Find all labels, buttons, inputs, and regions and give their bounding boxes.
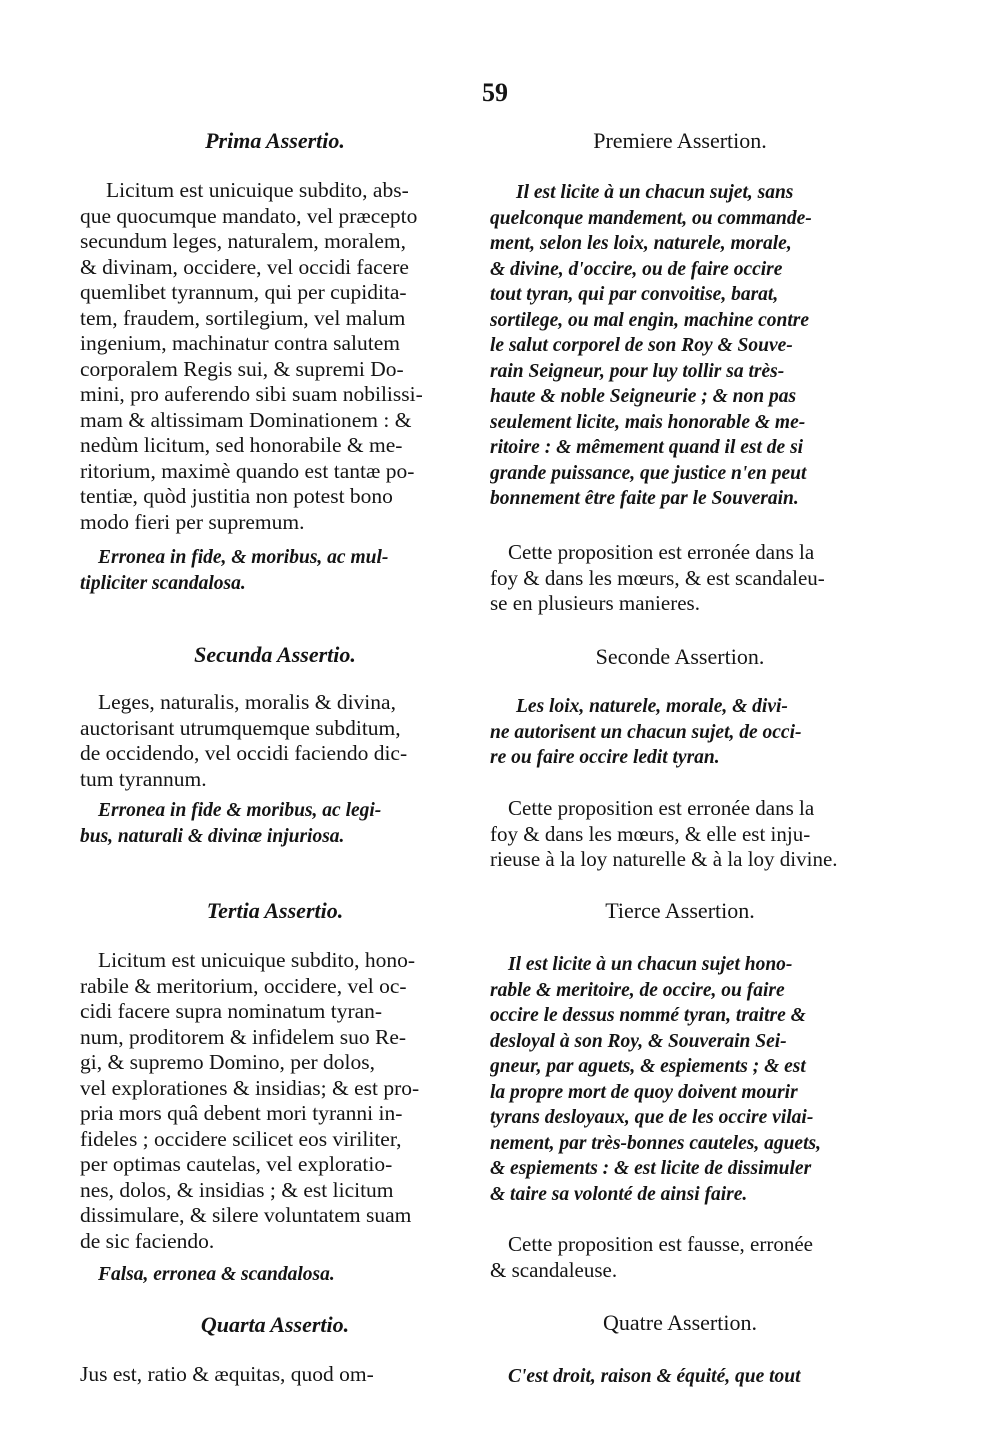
censure-line: se en plusieurs manieres. bbox=[490, 591, 700, 615]
censure-line: Cette proposition est fausse, erronée bbox=[508, 1232, 813, 1256]
text-line: num, proditorem & infidelem suo Re- bbox=[80, 1024, 407, 1049]
text-line: & divinam, occidere, vel occidi facere bbox=[80, 254, 409, 279]
text-line: tem, fraudem, sortilegium, vel malum bbox=[80, 305, 406, 330]
text-line: Licitum est unicuique subdito, abs- bbox=[106, 178, 409, 202]
censure-line: bus, naturali & divinæ injuriosa. bbox=[80, 825, 345, 847]
text-line: vel explorationes & insidias; & est pro- bbox=[80, 1075, 420, 1100]
text-line: modo fieri per supremum. bbox=[80, 509, 305, 534]
page-number: 59 bbox=[482, 78, 508, 107]
assertion-2-censure-french bbox=[490, 796, 870, 873]
text-line: mini, pro auferendo sibi suam nobilissi- bbox=[80, 382, 423, 406]
text-line: nement, par très-bonnes cauteles, aguets, bbox=[490, 1132, 821, 1154]
text-line: corporalem Regis sui, & supremi Do- bbox=[80, 356, 404, 381]
text-line: nes, dolos, & insidias ; & est licitum bbox=[80, 1177, 394, 1202]
text-line: tentiæ, quòd justitia non potest bono bbox=[80, 484, 393, 508]
assertion-2-text-french bbox=[490, 694, 870, 771]
text-line: gi, & supremo Domino, per dolos, bbox=[80, 1050, 376, 1074]
text-line: seulement licite, mais honorable & me- bbox=[490, 411, 806, 433]
text-line: grande puissance, que justice n'en peut bbox=[490, 462, 807, 484]
text-line: ingenium, machinatur contra salutem bbox=[80, 331, 401, 355]
censure-line: Cette proposition est erronée dans la bbox=[508, 796, 815, 820]
censure-line: Falsa, erronea & scandalosa. bbox=[98, 1264, 335, 1285]
text-line: de occidendo, vel occidi faciendo dic- bbox=[80, 741, 408, 765]
text-line: desloyal à son Roy, & Souverain Sei- bbox=[490, 1030, 787, 1052]
text-line: per optimas cautelas, vel exploratio- bbox=[80, 1152, 393, 1176]
text-line: mam & altissimam Dominationem : & bbox=[80, 407, 412, 432]
censure-line: Cette proposition est erronée dans la bbox=[508, 540, 815, 564]
assertion-1-censure-french bbox=[490, 540, 870, 617]
assertion-3-censure-latin bbox=[80, 1262, 470, 1288]
text-line: rabile & meritorium, occidere, vel oc- bbox=[80, 973, 407, 998]
text-line: le salut corporel de son Roy & Souve- bbox=[490, 335, 793, 356]
text-line: cidi facere supra nominatum tyran- bbox=[80, 999, 383, 1023]
assertion-1-text-latin bbox=[80, 178, 470, 535]
assertion-2-title-french: Seconde Assertion. bbox=[595, 644, 765, 669]
text-line: quelconque mandement, ou commande- bbox=[490, 207, 812, 229]
censure-line: tipliciter scandalosa. bbox=[80, 572, 246, 594]
assertion-2-title-latin: Secunda Assertio. bbox=[194, 642, 356, 667]
censure-line: Erronea in fide, & moribus, ac mul- bbox=[98, 547, 389, 568]
text-line: ritorium, maximè quando est tantæ po- bbox=[80, 458, 415, 483]
text-line: re ou faire occire ledit tyran. bbox=[490, 747, 720, 768]
text-line: tyrans desloyaux, que de les occire vilai- bbox=[490, 1107, 814, 1128]
text-line: rain Seigneur, pour luy tollir sa très- bbox=[490, 360, 785, 382]
text-line: auctorisant utrumquemque subditum, bbox=[80, 715, 401, 740]
assertion-4-text-latin bbox=[80, 1362, 470, 1388]
text-line: ment, selon les loix, naturele, morale, bbox=[490, 233, 792, 254]
assertion-3-title-latin: Tertia Assertio. bbox=[206, 898, 344, 923]
text-line: ritoire : & mêmement quand il est de si bbox=[490, 437, 804, 458]
assertion-4-text-french bbox=[490, 1364, 870, 1390]
assertion-1-title-french: Premiere Assertion. bbox=[593, 128, 767, 153]
text-line: occire le dessus nommé tyran, traitre & bbox=[490, 1005, 806, 1026]
censure-line: foy & dans les mœurs, & est scandaleu- bbox=[490, 565, 825, 590]
assertion-1-text-french bbox=[490, 180, 870, 512]
text-line: C'est droit, raison & équité, que tout bbox=[508, 1366, 801, 1387]
text-line: Il est licite à un chacun sujet hono- bbox=[508, 954, 793, 975]
text-line: Il est licite à un chacun sujet, sans bbox=[516, 182, 794, 203]
text-line: & divine, d'occire, ou de faire occire bbox=[490, 258, 783, 280]
text-line: & taire sa volonté de ainsi faire. bbox=[490, 1183, 748, 1205]
assertion-3-title-french: Tierce Assertion. bbox=[605, 898, 755, 923]
text-line: tum tyrannum. bbox=[80, 766, 207, 791]
text-line: de sic faciendo. bbox=[80, 1228, 215, 1253]
text-line: fideles ; occidere scilicet eos viriliter, bbox=[80, 1126, 402, 1151]
assertion-1-title-latin: Prima Assertio. bbox=[205, 128, 345, 153]
text-line: dissimulare, & silere voluntatem suam bbox=[80, 1203, 412, 1227]
text-line: haute & noble Seigneurie ; & non pas bbox=[490, 386, 797, 407]
text-line: nedùm licitum, sed honorabile & me- bbox=[80, 433, 403, 457]
text-line: que quocumque mandato, vel præcepto bbox=[80, 203, 418, 228]
assertion-2-text-latin bbox=[80, 690, 470, 792]
text-line: tout tyran, qui par convoitise, barat, bbox=[490, 284, 779, 305]
text-line: bonnement être faite par le Souverain. bbox=[490, 488, 799, 509]
text-line: Jus est, ratio & æquitas, quod om- bbox=[80, 1362, 374, 1386]
text-line: rable & meritoire, de occire, ou faire bbox=[490, 979, 785, 1001]
text-line: Les loix, naturele, morale, & divi- bbox=[516, 696, 788, 717]
text-line: & espiements : & est licite de dissimuler bbox=[490, 1158, 812, 1179]
text-line: la propre mort de quoy doivent mourir bbox=[490, 1081, 798, 1103]
assertion-1-censure-latin bbox=[80, 545, 470, 596]
assertion-3-censure-french bbox=[490, 1232, 870, 1283]
assertion-4-title-latin: Quarta Assertio. bbox=[200, 1312, 350, 1337]
text-line: sortilege, ou mal engin, machine contre bbox=[490, 309, 810, 331]
text-line: Licitum est unicuique subdito, hono- bbox=[98, 948, 416, 972]
assertion-2-censure-latin bbox=[80, 798, 470, 849]
censure-line: & scandaleuse. bbox=[490, 1257, 618, 1282]
text-line: secundum leges, naturalem, moralem, bbox=[80, 229, 406, 253]
text-line: ne autorisent un chacun sujet, de occi- bbox=[490, 721, 802, 743]
censure-line: rieuse à la loy naturelle & à la loy divine. bbox=[490, 847, 838, 871]
text-line: Leges, naturalis, moralis & divina, bbox=[98, 690, 396, 714]
assertion-4-title-french: Quatre Assertion. bbox=[603, 1310, 757, 1335]
assertion-3-text-latin bbox=[80, 948, 470, 1254]
text-line: quemlibet tyrannum, qui per cupidita- bbox=[80, 280, 407, 304]
assertion-3-text-french bbox=[490, 952, 870, 1207]
censure-line: foy & dans les mœurs, & elle est inju- bbox=[490, 821, 811, 846]
text-line: gneur, par aguets, & espiements ; & est bbox=[490, 1056, 806, 1077]
text-line: pria mors quâ debent mori tyranni in- bbox=[80, 1101, 403, 1125]
censure-line: Erronea in fide & moribus, ac legi- bbox=[98, 800, 382, 821]
